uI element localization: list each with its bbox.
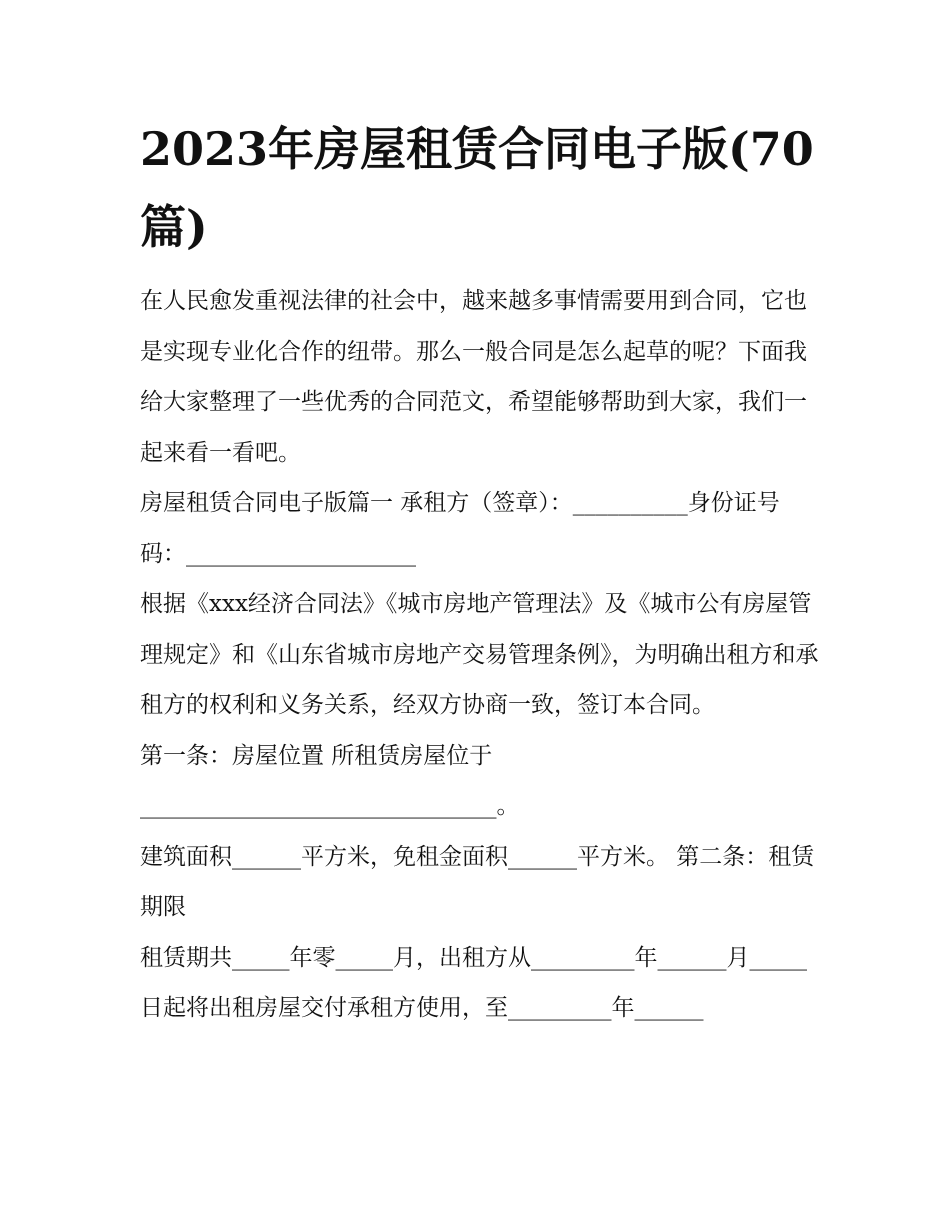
article-one-location-paragraph: 第一条：房屋位置 所租赁房屋位于_______________________________。 <box>140 742 520 819</box>
intro-paragraph: 在人民愈发重视法律的社会中，越来越多事情需要用到合同，它也是实现专业化合作的纽带。那么一般合同是怎么起草的呢？下面我给大家整理了一些优秀的合同范文，希望能够帮助到大家，我们一起来看一看吧。 <box>140 288 807 466</box>
legal-basis-paragraph: 根据《xxx经济合同法》《城市房地产管理法》及《城市公有房屋管理规定》和《山东省城市房地产交易管理条例》，为明确出租方和承租方的权利和义务关系，经双方协商一致，签订本合同。 <box>140 591 819 718</box>
document-title: 2023年房屋租赁合同电子版(70篇) <box>140 122 814 254</box>
building-area-paragraph: 建筑面积______平方米，免租金面积______平方米。 第二条：租赁期限 <box>140 843 815 920</box>
tenant-signature-paragraph: 房屋租赁合同电子版篇一 承租方（签章）：__________身份证号码：____________________ <box>140 490 780 567</box>
lease-term-paragraph: 租赁期共_____年零_____月，出租方从_________年______月_____日起将出租房屋交付承租方使用，至_________年______ <box>140 944 807 1021</box>
document-body <box>140 276 820 1034</box>
